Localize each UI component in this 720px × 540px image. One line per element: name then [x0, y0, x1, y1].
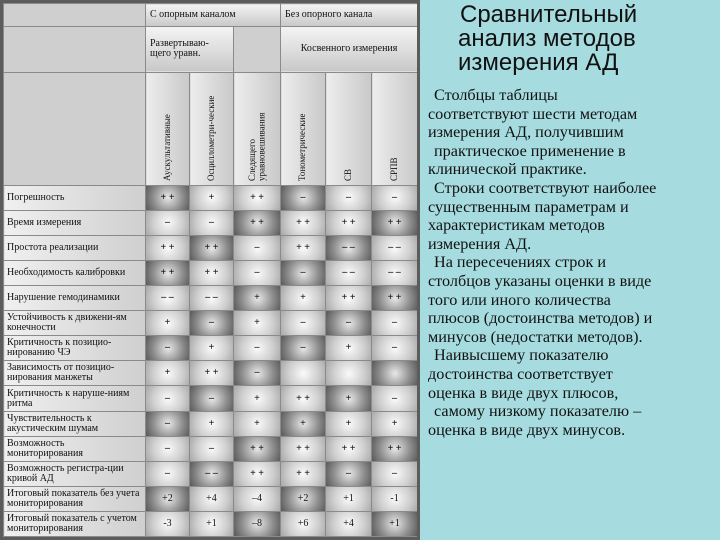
- score-cell: –: [234, 236, 281, 261]
- table-row: [4, 436, 418, 461]
- score-cell: –: [326, 461, 372, 486]
- score-cell: –4: [234, 486, 281, 511]
- row-label: Время измерения: [4, 210, 146, 235]
- score-cell: + +: [146, 261, 190, 286]
- table-row: [4, 511, 418, 536]
- row-label: Критичность к позицио-нированию ЧЭ: [4, 336, 146, 361]
- score-cell: –: [234, 336, 281, 361]
- description-line: Строки соответствуют наиболее: [434, 178, 657, 197]
- score-cell: –: [190, 210, 234, 235]
- score-cell: –: [234, 361, 281, 386]
- table-row: [4, 286, 418, 311]
- score-cell: –: [146, 411, 190, 436]
- methods-comparison-table: [3, 3, 417, 537]
- method-header: [146, 72, 190, 185]
- score-cell: + +: [372, 286, 417, 311]
- score-cell: +1: [372, 511, 417, 536]
- score-cell: +: [190, 185, 234, 210]
- score-cell: [281, 361, 326, 386]
- score-cell: +: [326, 386, 372, 411]
- score-cell: –: [281, 185, 326, 210]
- score-cell: +: [234, 411, 281, 436]
- corner-cell: [4, 72, 146, 185]
- row-label: Возможность регистра-ции кривой АД: [4, 461, 146, 486]
- score-cell: +: [326, 336, 372, 361]
- description-line: характеристикам методов: [428, 216, 605, 235]
- row-label: Простота реализации: [4, 236, 146, 261]
- row-label: Итоговый показатель без учета мониторирования: [4, 486, 146, 511]
- row-label: Чувствительность к акустическим шумам: [4, 411, 146, 436]
- description-line: достоинства соответствует: [428, 364, 613, 383]
- score-cell: – –: [190, 286, 234, 311]
- score-cell: – –: [190, 461, 234, 486]
- method-header: [281, 72, 326, 185]
- score-cell: –8: [234, 511, 281, 536]
- score-cell: –: [326, 185, 372, 210]
- table-row: [4, 461, 418, 486]
- description-line: существенным параметрам и: [428, 197, 629, 216]
- score-cell: -1: [372, 486, 417, 511]
- score-cell: +2: [146, 486, 190, 511]
- method-header: [234, 72, 281, 185]
- score-cell: –: [281, 261, 326, 286]
- description-line: Наивысшему показателю: [434, 346, 609, 365]
- subgroup-header-developed: Развертываю-щего уравн.: [146, 26, 234, 72]
- method-label: Тонометрические: [297, 113, 308, 181]
- table-row: [4, 336, 418, 361]
- method-header: [190, 72, 234, 185]
- description-line: практическое применение в: [434, 141, 626, 160]
- row-label: Нарушение гемодинамики: [4, 286, 146, 311]
- corner-cell: [4, 4, 146, 27]
- slide-description: [428, 86, 718, 439]
- description-line: столбцов указаны оценки в виде: [428, 271, 652, 290]
- group-header-without-cuff: Без опорного канала: [281, 4, 417, 27]
- score-cell: – –: [326, 236, 372, 261]
- score-cell: + +: [190, 261, 234, 286]
- score-cell: –: [326, 311, 372, 336]
- score-cell: –: [190, 386, 234, 411]
- score-cell: +: [234, 311, 281, 336]
- table-row: [4, 210, 418, 235]
- table-row: [4, 311, 418, 336]
- score-cell: –: [146, 210, 190, 235]
- score-cell: –: [372, 311, 417, 336]
- score-cell: – –: [326, 261, 372, 286]
- score-cell: +: [234, 286, 281, 311]
- score-cell: –: [281, 336, 326, 361]
- score-cell: + +: [326, 210, 372, 235]
- description-line: оценка в виде двух плюсов,: [428, 383, 619, 402]
- description-line: минусов (недостатки методов).: [428, 327, 643, 346]
- subgroup-header-indirect: Косвенного измерения: [281, 26, 417, 72]
- description-line: На пересечениях строк и: [434, 253, 607, 272]
- score-cell: –: [146, 436, 190, 461]
- description-line: оценка в виде двух минусов.: [428, 420, 626, 439]
- title-line: анализ методов: [458, 25, 636, 52]
- score-cell: + +: [281, 236, 326, 261]
- method-label: СРПВ: [388, 157, 399, 181]
- score-cell: –: [146, 386, 190, 411]
- title-line: измерения АД: [458, 49, 619, 76]
- score-cell: + +: [372, 210, 417, 235]
- description-line: плюсов (достоинства методов) и: [428, 309, 653, 328]
- score-cell: + +: [146, 236, 190, 261]
- table-row: [4, 236, 418, 261]
- score-cell: + +: [234, 185, 281, 210]
- description-line: измерения АД.: [428, 234, 532, 253]
- score-cell: –: [190, 311, 234, 336]
- table-body: [4, 185, 418, 536]
- row-label: Итоговый показатель с учетом мониторирования: [4, 511, 146, 536]
- row-label: Устойчивость к движени-ям конечности: [4, 311, 146, 336]
- score-cell: + +: [234, 210, 281, 235]
- group-header-with-cuff: С опорным каналом: [146, 4, 281, 27]
- row-label: Зависимость от позицио-нирования манжеты: [4, 361, 146, 386]
- score-cell: –: [234, 261, 281, 286]
- score-cell: +: [146, 361, 190, 386]
- table-row: [4, 361, 418, 386]
- score-cell: +: [372, 411, 417, 436]
- table-row: [4, 411, 418, 436]
- row-label: Возможность мониторирования: [4, 436, 146, 461]
- description-line: Столбцы таблицы: [434, 86, 558, 104]
- method-header: [372, 72, 417, 185]
- table-row: [4, 486, 418, 511]
- score-cell: + +: [234, 461, 281, 486]
- score-cell: +1: [326, 486, 372, 511]
- score-cell: +: [234, 386, 281, 411]
- score-cell: + +: [146, 185, 190, 210]
- slide-title: [438, 3, 708, 75]
- table-frame: [3, 3, 417, 537]
- row-label: Погрешность: [4, 185, 146, 210]
- score-cell: – –: [146, 286, 190, 311]
- table-row: [4, 386, 418, 411]
- score-cell: +4: [190, 486, 234, 511]
- score-cell: + +: [190, 361, 234, 386]
- score-cell: + +: [281, 436, 326, 461]
- score-cell: + +: [326, 286, 372, 311]
- empty-header-cell: [234, 26, 281, 72]
- score-cell: [326, 361, 372, 386]
- score-cell: +: [281, 286, 326, 311]
- score-cell: +4: [326, 511, 372, 536]
- score-cell: + +: [281, 210, 326, 235]
- score-cell: – –: [372, 236, 417, 261]
- score-cell: + +: [372, 436, 417, 461]
- method-label: Аускультативные: [161, 114, 172, 181]
- score-cell: [372, 361, 417, 386]
- score-cell: -3: [146, 511, 190, 536]
- table-row: [4, 261, 418, 286]
- method-label: Следящего уравновешивания: [246, 112, 267, 181]
- score-cell: +6: [281, 511, 326, 536]
- score-cell: + +: [326, 436, 372, 461]
- score-cell: +: [146, 311, 190, 336]
- score-cell: +1: [190, 511, 234, 536]
- score-cell: +: [190, 336, 234, 361]
- method-label: СВ: [342, 168, 353, 181]
- method-header: [326, 72, 372, 185]
- score-cell: – –: [372, 261, 417, 286]
- row-label: Необходимость калибровки: [4, 261, 146, 286]
- title-line: Сравнительный: [460, 1, 638, 28]
- score-cell: –: [372, 336, 417, 361]
- score-cell: + +: [190, 236, 234, 261]
- corner-cell: [4, 26, 146, 72]
- score-cell: –: [372, 461, 417, 486]
- score-cell: + +: [281, 386, 326, 411]
- score-cell: –: [281, 311, 326, 336]
- description-line: измерения АД, получившим: [428, 123, 624, 142]
- row-label: Критичность к наруше-ниям ритма: [4, 386, 146, 411]
- description-line: того или иного количества: [428, 290, 611, 309]
- score-cell: + +: [234, 436, 281, 461]
- score-cell: –: [146, 336, 190, 361]
- description-line: клинической практике.: [428, 160, 587, 179]
- score-cell: + +: [281, 461, 326, 486]
- score-cell: –: [190, 436, 234, 461]
- description-line: соответствуют шести методам: [428, 104, 638, 123]
- score-cell: –: [372, 185, 417, 210]
- table-row: [4, 185, 418, 210]
- score-cell: –: [372, 386, 417, 411]
- score-cell: +2: [281, 486, 326, 511]
- score-cell: +: [281, 411, 326, 436]
- method-label: Осциллометри-ческие: [205, 95, 216, 181]
- description-line: самому низкому показателю –: [434, 402, 642, 421]
- score-cell: –: [146, 461, 190, 486]
- score-cell: +: [326, 411, 372, 436]
- score-cell: +: [190, 411, 234, 436]
